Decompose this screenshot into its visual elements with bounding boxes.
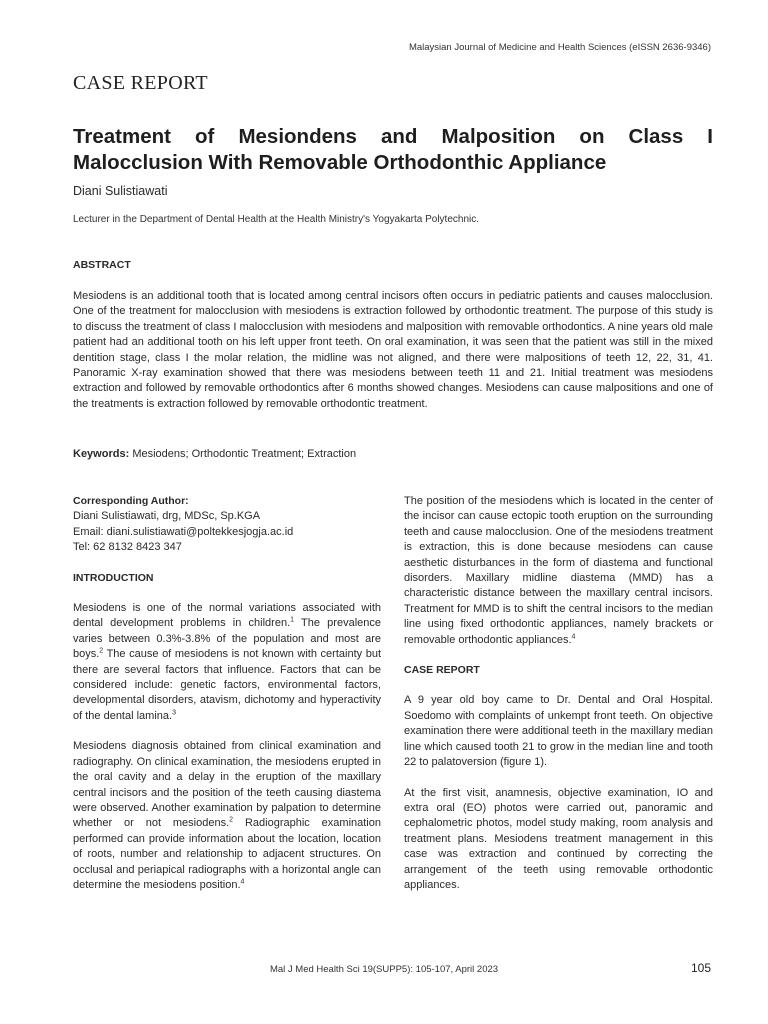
abstract-heading: ABSTRACT (73, 259, 131, 271)
introduction-heading: INTRODUCTION (73, 571, 154, 584)
citation-ref: 4 (240, 878, 245, 886)
corresponding-author-name: Diani Sulistiawati, drg, MDSc, Sp.KGA (73, 510, 261, 523)
case-report-heading: CASE REPORT (404, 664, 480, 677)
keywords-text: Mesiodens; Orthodontic Treatment; Extraction (132, 448, 357, 460)
author-name: Diani Sulistiawati (73, 184, 168, 198)
author-affiliation: Lecturer in the Department of Dental Health at the Health Ministry's Yogyakarta Polytechnic. (73, 214, 480, 225)
keywords-label: Keywords: (73, 448, 130, 460)
citation-ref: 3 (172, 709, 176, 717)
page-number: 105 (690, 961, 711, 975)
citation-ref: 2 (229, 816, 234, 824)
abstract-text: Mesiodens is an additional tooth that is located among central incisors often occurs in pediatric patients and causes malocclusion. One of the treatment for malocclusion with mesiodens is extraction followed by orthodontic treatment. The purpose of this study is to discuss the treatment of class I malocclusion with mesiodens and malposition with removable orthodontics. A nine years old male patient had an additional tooth on his left upper front teeth. On oral examination, it was seen that the patient was still in the mixed dentition stage, class I the molar relation, the midline was not aligned, and there were malpositions of teeth 12, 22, 31, 41. Panoramic X-ray examination showed that there was mesiodens between teeth 11 and 21. Initial treatment was mesiodens extraction and followed by removable orthodontics after 6 months showed changes. Mesiodens can cause malpositions and one of the treatments is extraction followed by removable orthodontic treatment. (73, 290, 713, 410)
introduction-paragraph-3: The position of the mesiodens which is located in the center of the incisor can cause ectopic tooth eruption on the surrounding teeth and cause malocclusion. One of the mesiodens treatment is extraction, this is done because mesiodens can cause aesthetic disturbances in the form of diastema and functional disorders. Maxillary midline diastema (MMD) has a characteristic distance between the maxillary central incisors. Treatment for MMD is to shift the central incisors to the median line using fixed orthodontic appliances, namely brackets or removable orthodontic appliances.$^4$ (404, 495, 713, 646)
left-column (73, 494, 381, 893)
corresponding-author-email: Email: diani.sulistiawati@poltekkesjogja.ac.id (73, 525, 294, 538)
right-column (404, 494, 713, 893)
citation-ref: 2 (99, 647, 104, 655)
keywords (73, 448, 356, 460)
citation-ref: 4 (571, 633, 576, 640)
introduction-paragraph-1: Mesiodens is one of the normal variations associated with dental development problems in children.$^1$ The prevalence varies between 0.3%-3.8% of the population and most are boys.$^2$ The cause of mesiodens is not known with certainty but there are several factors that influence. Factors that can be considered include: genetic factors, environmental factors, developmental disorders, atavism, dichotomy and hyperactivity of the dental lamina.$^3$ (73, 602, 381, 722)
case-report-paragraph-2: At the first visit, anamnesis, objective examination, IO and extra oral (EO) photos were carried out, panoramic and cephalometric photos, model study making, room analysis and treatment plans. Mesiodens treatment management in this case was extraction and continued by correcting the arrangement of the teeth using removable orthodontic appliances. (404, 786, 713, 891)
corresponding-author-heading: Corresponding Author: (73, 495, 189, 507)
citation-ref: 1 (290, 616, 295, 624)
journal-header: Malaysian Journal of Medicine and Health Sciences (eISSN 2636-9346) (408, 42, 711, 53)
introduction-paragraph-2: Mesiodens diagnosis obtained from clinical examination and radiography. On clinical examination, the mesiodens erupted in the oral cavity and a delay in the eruption of the maxillary central incisors and the position of the teeth causing diastema were observed. Another examination by palpation to determine whether or not mesiodens.$^2$ Radiographic examination performed can provide information about the location, location of roots, number and relationship to adjacent structures. On occlusal and periapical radiographs with a horizontal angle can determine the mesiodens position.$^4$ (73, 740, 381, 891)
footer-citation: Mal J Med Health Sci 19(SUPP5): 105-107, April 2023 (269, 964, 499, 975)
article-type-label: CASE REPORT (73, 72, 208, 94)
case-report-paragraph-1: A 9 year old boy came to Dr. Dental and Oral Hospital. Soedomo with complaints of unkempt front teeth. On objective examination there were additional teeth in the maxillary median line which caused tooth 21 to grow in the median line and tooth 22 to palatoversion (figure 1). (404, 694, 713, 769)
corresponding-author-tel: Tel: 62 8132 8423 347 (73, 541, 182, 554)
paper-title: Treatment of Mesiondens and Malposition on Class I Malocclusion With Removable Orthodonthic Appliance (73, 125, 713, 174)
